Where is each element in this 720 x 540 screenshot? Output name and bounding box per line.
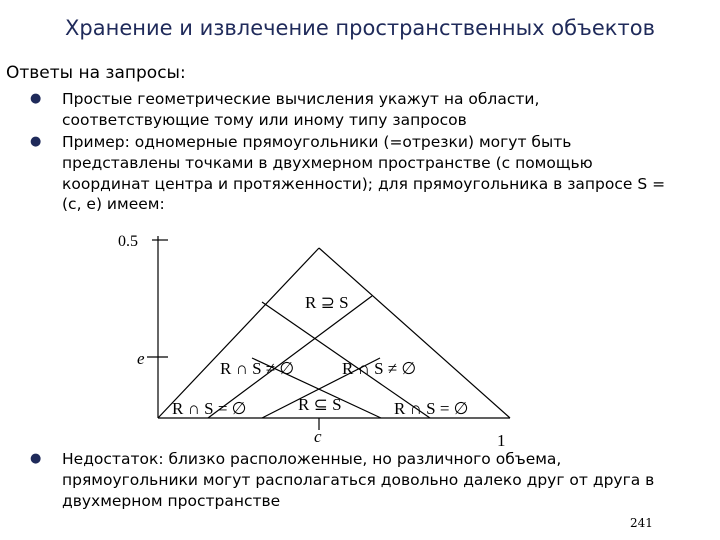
bullet-1-text: Простые геометрические вычисления укажут на области, соответствующие тому или иному типу запросов — [62, 90, 540, 129]
bullet-dot-icon: ● — [30, 91, 42, 106]
region-contains-label: R ⊇ S — [305, 293, 349, 312]
x-c-label: c — [314, 427, 322, 446]
region-intersect-right-label: R ∩ S ≠ ∅ — [342, 359, 417, 378]
bullet-2-text: Пример: одномерные прямоугольники (=отрезки) могут быть представлены точками в двухмерном пространстве (с помощью координат центра и протяженности); для прямоугольника в запросе S = (c, e) имеем: — [62, 133, 666, 214]
page-number: 241 — [630, 516, 653, 530]
x-one-label: 1 — [497, 431, 506, 450]
bullet-3-text: Недостаток: близко расположенные, но различного объема, прямоугольники могут располагаться довольно далеко друг от друга в двухмерном пространстве — [62, 450, 655, 510]
region-intersect-left-label: R ∩ S ≠ ∅ — [220, 359, 295, 378]
bullet-dot-icon: ● — [30, 451, 42, 466]
region-disjoint-left-label: R ∩ S = ∅ — [172, 399, 247, 418]
slide-title: Хранение и извлечение пространственных объектов — [65, 16, 655, 40]
region-disjoint-right-label: R ∩ S = ∅ — [394, 399, 469, 418]
region-subset-label: R ⊆ S — [298, 395, 342, 414]
y-e-label: e — [137, 349, 145, 368]
slide-subtitle: Ответы на запросы: — [6, 63, 186, 83]
y-top-label: 0.5 — [118, 233, 138, 250]
bullet-dot-icon: ● — [30, 134, 42, 149]
big-triangle-left-edge — [158, 248, 319, 418]
big-triangle-right-edge — [319, 248, 510, 418]
